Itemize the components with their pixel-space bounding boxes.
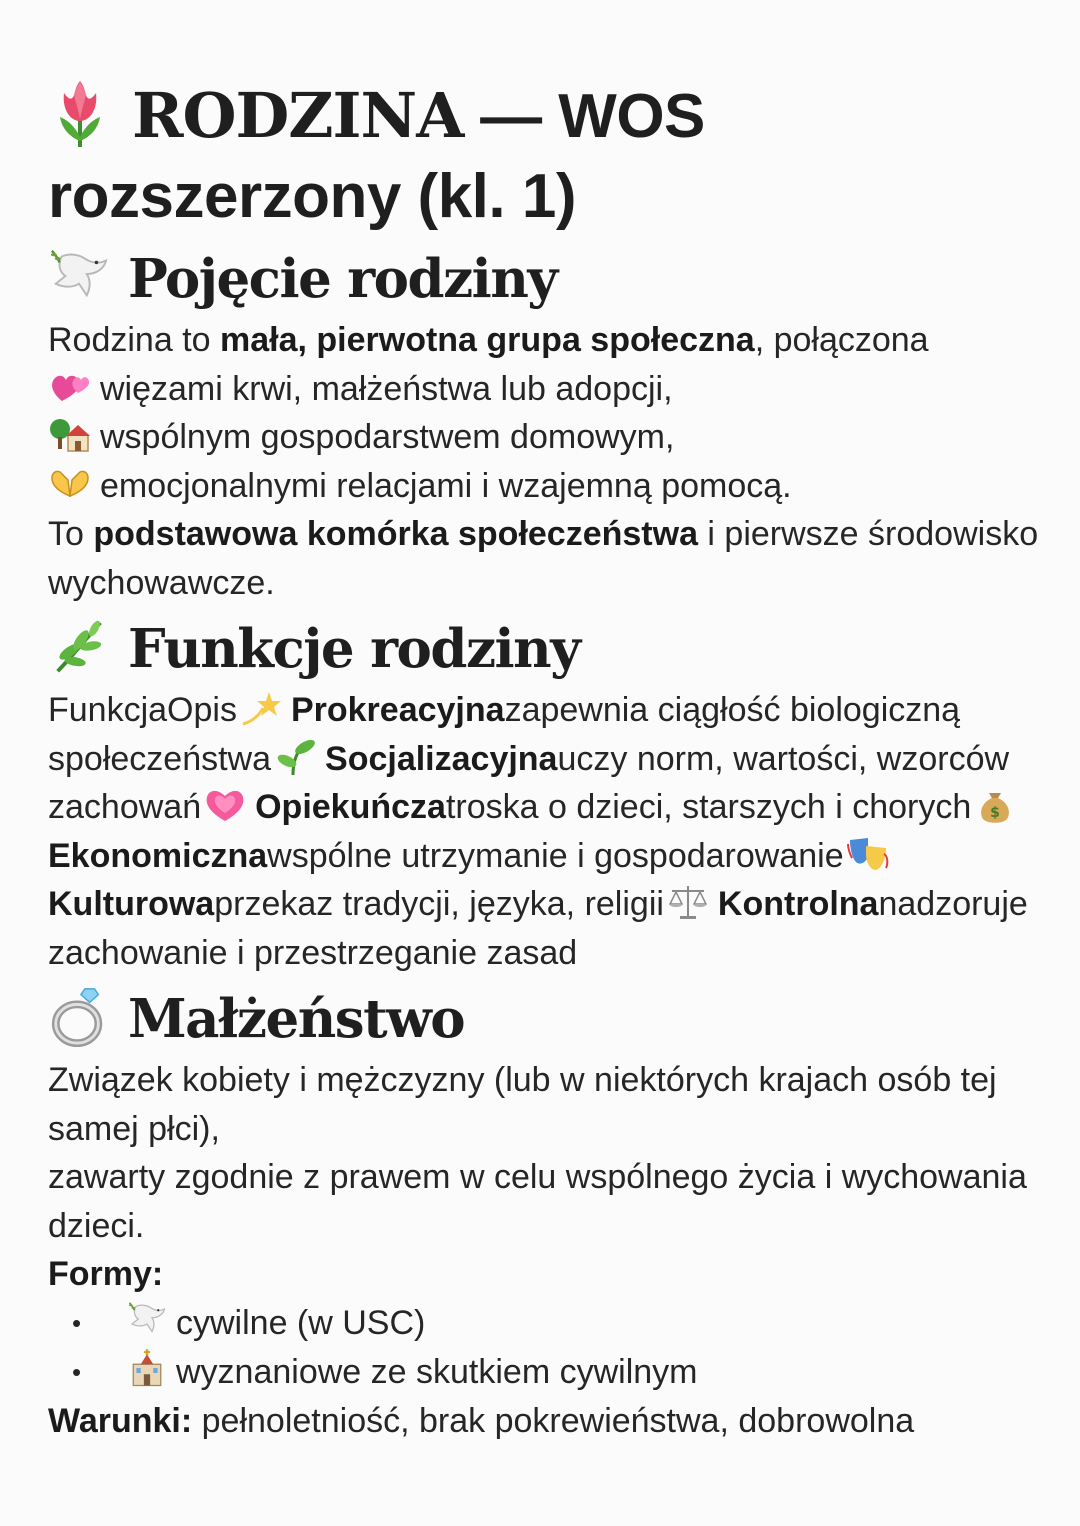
function-desc: wspólne utrzymanie i gospodarowanie [267,836,844,875]
house-garden-icon [48,417,92,453]
marriage-definition-2: zawarty zgodnie z prawem w celu wspólnego życia i wychowania dzieci. [48,1158,1027,1245]
intro-bold: mała, pierwotna grupa społeczna [220,321,755,359]
dove-icon [48,245,110,307]
tulip-icon [48,79,112,149]
growing-heart-icon [203,785,247,825]
summary-pre: To [48,515,94,553]
definition-item [48,413,1040,462]
heart-hands-icon [48,466,92,502]
section-heading-definition [48,245,1040,310]
functions-table-header: FunkcjaOpis [48,691,237,729]
functions-table-flat [48,686,1040,977]
conditions-text: pełnoletniość, brak pokrewieństwa, dobrowolna [192,1401,915,1440]
summary-bold: podstawowa komórka społeczeństwa [93,515,698,553]
section-functions [48,615,1040,977]
function-desc: nadzoruje zachowanie i przestrzeganie zasad [48,885,1028,972]
function-desc: uczy norm, wartości, wzorców zachowań [48,739,1010,826]
function-desc: przekaz tradycji, języka, religii [214,885,664,923]
heading-text: Pojęcie rodziny [128,248,557,310]
section-marriage [48,985,1040,1445]
heading-text: Małżeństwo [128,988,465,1050]
definition-item-text: wspólnym gospodarstwem domowym, [100,418,675,456]
hearts-icon [48,369,92,405]
dizzy-icon [239,688,283,728]
conditions-label: Warunki: [48,1401,193,1440]
church-icon [126,1348,168,1388]
money-bag-icon [973,785,1017,825]
definition-summary [48,510,1040,607]
definition-item-text: więzami krwi, małżeństwa lub adopcji, [100,369,673,408]
scales-icon [666,882,710,922]
section-definition [48,245,1040,607]
definition-intro [48,316,1040,365]
function-name: Kontrolna [717,885,879,923]
section-heading-marriage [48,985,1040,1050]
title-part-1: RODZINA [132,79,464,152]
forms-list [48,1299,1040,1397]
list-item [48,1299,1040,1348]
intro-post: , połączona [754,321,929,359]
function-name: Ekonomiczna [48,836,268,875]
theater-masks-icon [846,834,890,874]
section-heading-functions [48,615,1040,680]
ring-icon [48,985,110,1047]
intro-pre: Rodzina to [48,321,220,359]
function-desc: troska o dzieci, starszych i chorych [445,788,972,826]
list-item [48,1348,1040,1397]
page-title [48,76,1040,237]
dove-icon [126,1299,168,1339]
form-text: cywilne (w USC) [176,1303,426,1342]
form-text: wyznaniowe ze skutkiem cywilnym [176,1352,698,1391]
seedling-icon [273,737,317,777]
summary-post: i pierwsze środowisko wychowawcze. [48,515,1039,602]
definition-item [48,365,1040,414]
function-name: Prokreacyjna [290,691,505,729]
forms-label [48,1250,1040,1299]
bullet-icon: • [72,1356,82,1387]
function-name: Socjalizacyjna [325,739,558,778]
marriage-definition-1: Związek kobiety i mężczyzny (lub w niektórych krajach osób tej samej płci), [48,1061,997,1148]
function-name: Opiekuńcza [255,788,446,826]
bullet-icon: • [72,1307,82,1338]
forms-label-text: Formy: [48,1255,164,1293]
marriage-conditions [48,1397,1040,1446]
function-desc: zapewnia ciągłość biologiczną społeczeństwa [48,691,961,778]
definition-item-text: emocjonalnymi relacjami i wzajemną pomocą. [100,466,792,505]
herb-icon [48,615,110,677]
svg-text:$: $ [990,805,1001,821]
definition-item [48,462,1040,511]
title-part-2: — WOS rozszerzony (kl. 1) [48,82,705,231]
heading-text: Funkcje rodziny [128,618,580,680]
function-name: Kulturowa [48,885,215,923]
